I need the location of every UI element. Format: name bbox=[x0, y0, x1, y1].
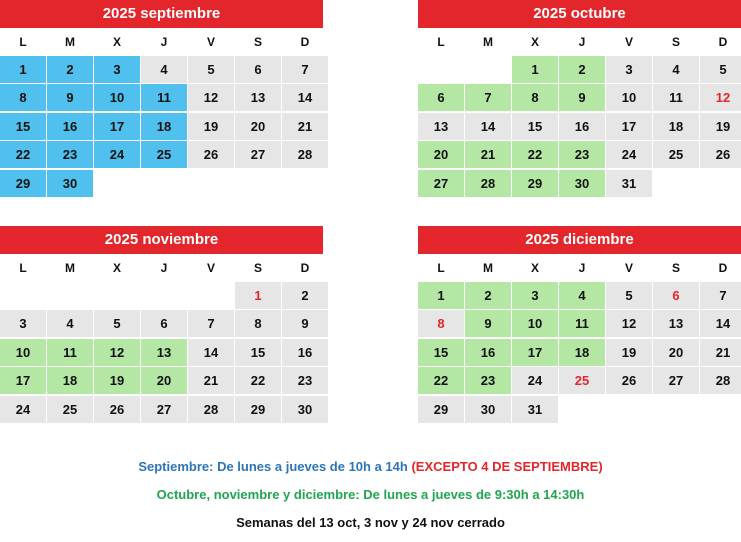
legend-closed-weeks: Semanas del 13 oct, 3 nov y 24 nov cerrado bbox=[236, 515, 505, 530]
day-cell: 6 bbox=[418, 84, 464, 111]
day-cell: 30 bbox=[465, 396, 511, 423]
weekday-label: D bbox=[718, 261, 728, 275]
weekday-label: L bbox=[437, 35, 445, 49]
day-cell: 4 bbox=[653, 56, 699, 83]
empty-cell bbox=[47, 282, 93, 309]
day-cell: 10 bbox=[94, 84, 140, 111]
empty-cell bbox=[0, 282, 46, 309]
day-cell: 1 bbox=[0, 56, 46, 83]
weekday-label: D bbox=[300, 35, 310, 49]
weekday-label: V bbox=[624, 35, 633, 49]
month-title: 2025 diciembre bbox=[418, 226, 741, 254]
day-cell: 21 bbox=[188, 367, 234, 394]
empty-cell bbox=[188, 282, 234, 309]
day-cell: 19 bbox=[188, 113, 234, 140]
empty-cell bbox=[418, 56, 464, 83]
day-cell: 16 bbox=[47, 113, 93, 140]
day-cell: 23 bbox=[559, 141, 605, 168]
day-cell: 13 bbox=[653, 310, 699, 337]
weekday-label: L bbox=[19, 261, 27, 275]
day-cell: 27 bbox=[141, 396, 187, 423]
day-cell: 27 bbox=[235, 141, 281, 168]
day-cell: 30 bbox=[47, 170, 93, 197]
day-cell: 17 bbox=[512, 339, 558, 366]
day-cell: 18 bbox=[141, 113, 187, 140]
day-cell: 25 bbox=[559, 367, 605, 394]
weekday-label: D bbox=[300, 261, 310, 275]
day-cell: 24 bbox=[0, 396, 46, 423]
weekday-label: V bbox=[624, 261, 633, 275]
weekday-label: X bbox=[112, 35, 121, 49]
day-cell: 17 bbox=[0, 367, 46, 394]
weekday-label: M bbox=[483, 261, 493, 275]
day-cell: 28 bbox=[188, 396, 234, 423]
day-cell: 8 bbox=[418, 310, 464, 337]
day-cell: 15 bbox=[418, 339, 464, 366]
day-cell: 4 bbox=[141, 56, 187, 83]
day-cell: 26 bbox=[700, 141, 741, 168]
day-cell: 3 bbox=[0, 310, 46, 337]
day-cell: 4 bbox=[47, 310, 93, 337]
day-cell: 31 bbox=[512, 396, 558, 423]
weekday-label: X bbox=[112, 261, 121, 275]
day-cell: 29 bbox=[512, 170, 558, 197]
weekday-row bbox=[418, 28, 741, 56]
day-cell: 16 bbox=[282, 339, 328, 366]
weekday-label: L bbox=[19, 35, 27, 49]
day-cell: 24 bbox=[512, 367, 558, 394]
day-cell: 8 bbox=[512, 84, 558, 111]
calendar-september bbox=[0, 0, 323, 197]
calendar-november bbox=[0, 226, 323, 423]
day-cell: 5 bbox=[188, 56, 234, 83]
day-cell: 5 bbox=[606, 282, 652, 309]
day-cell: 7 bbox=[188, 310, 234, 337]
day-cell: 27 bbox=[418, 170, 464, 197]
day-cell: 26 bbox=[94, 396, 140, 423]
day-cell: 20 bbox=[235, 113, 281, 140]
empty-cell bbox=[465, 56, 511, 83]
empty-cell bbox=[141, 282, 187, 309]
day-cell: 9 bbox=[47, 84, 93, 111]
weekday-label: M bbox=[65, 35, 75, 49]
day-cell: 5 bbox=[700, 56, 741, 83]
day-cell: 1 bbox=[418, 282, 464, 309]
day-cell: 12 bbox=[700, 84, 741, 111]
day-cell: 25 bbox=[141, 141, 187, 168]
day-cell: 6 bbox=[235, 56, 281, 83]
day-cell: 20 bbox=[418, 141, 464, 168]
weekday-label: V bbox=[206, 35, 215, 49]
day-cell: 29 bbox=[418, 396, 464, 423]
day-cell: 17 bbox=[94, 113, 140, 140]
day-cell: 12 bbox=[606, 310, 652, 337]
weekday-label: M bbox=[65, 261, 75, 275]
day-cell: 10 bbox=[512, 310, 558, 337]
day-cell: 1 bbox=[512, 56, 558, 83]
weekday-label: X bbox=[530, 261, 539, 275]
day-cell: 20 bbox=[141, 367, 187, 394]
day-cell: 25 bbox=[653, 141, 699, 168]
day-cell: 6 bbox=[141, 310, 187, 337]
days-grid bbox=[0, 56, 323, 197]
day-cell: 22 bbox=[235, 367, 281, 394]
day-cell: 4 bbox=[559, 282, 605, 309]
day-cell: 23 bbox=[47, 141, 93, 168]
day-cell: 3 bbox=[512, 282, 558, 309]
day-cell: 22 bbox=[0, 141, 46, 168]
day-cell: 13 bbox=[418, 113, 464, 140]
day-cell: 14 bbox=[188, 339, 234, 366]
day-cell: 18 bbox=[559, 339, 605, 366]
day-cell: 17 bbox=[606, 113, 652, 140]
day-cell: 7 bbox=[465, 84, 511, 111]
day-cell: 9 bbox=[559, 84, 605, 111]
weekday-label: J bbox=[160, 261, 168, 275]
legend-september bbox=[0, 459, 741, 474]
day-cell: 21 bbox=[700, 339, 741, 366]
weekday-label: L bbox=[437, 261, 445, 275]
weekday-label: J bbox=[160, 35, 168, 49]
day-cell: 15 bbox=[512, 113, 558, 140]
weekday-label: J bbox=[578, 261, 586, 275]
day-cell: 9 bbox=[282, 310, 328, 337]
day-cell: 10 bbox=[606, 84, 652, 111]
day-cell: 8 bbox=[0, 84, 46, 111]
days-grid bbox=[418, 282, 741, 423]
day-cell: 15 bbox=[0, 113, 46, 140]
day-cell: 2 bbox=[47, 56, 93, 83]
day-cell: 10 bbox=[0, 339, 46, 366]
day-cell: 12 bbox=[94, 339, 140, 366]
legend-september-text: Septiembre: De lunes a jueves de 10h a 14h bbox=[138, 459, 408, 474]
day-cell: 5 bbox=[94, 310, 140, 337]
day-cell: 14 bbox=[282, 84, 328, 111]
legend-oct-dec: Octubre, noviembre y diciembre: De lunes a jueves de 9:30h a 14:30h bbox=[156, 487, 585, 502]
day-cell: 19 bbox=[606, 339, 652, 366]
day-cell: 11 bbox=[141, 84, 187, 111]
day-cell: 14 bbox=[700, 310, 741, 337]
day-cell: 2 bbox=[465, 282, 511, 309]
day-cell: 19 bbox=[94, 367, 140, 394]
day-cell: 8 bbox=[235, 310, 281, 337]
day-cell: 30 bbox=[559, 170, 605, 197]
calendar-december bbox=[418, 226, 741, 423]
weekday-label: M bbox=[483, 35, 493, 49]
day-cell: 20 bbox=[653, 339, 699, 366]
day-cell: 6 bbox=[653, 282, 699, 309]
day-cell: 27 bbox=[653, 367, 699, 394]
day-cell: 28 bbox=[282, 141, 328, 168]
legend-september-exception: (EXCEPTO 4 DE SEPTIEMBRE) bbox=[411, 459, 603, 474]
day-cell: 21 bbox=[465, 141, 511, 168]
day-cell: 1 bbox=[235, 282, 281, 309]
day-cell: 19 bbox=[700, 113, 741, 140]
day-cell: 23 bbox=[282, 367, 328, 394]
day-cell: 18 bbox=[47, 367, 93, 394]
day-cell: 21 bbox=[282, 113, 328, 140]
day-cell: 2 bbox=[282, 282, 328, 309]
day-cell: 3 bbox=[94, 56, 140, 83]
day-cell: 13 bbox=[141, 339, 187, 366]
weekday-label: X bbox=[530, 35, 539, 49]
day-cell: 26 bbox=[188, 141, 234, 168]
weekday-label: V bbox=[206, 261, 215, 275]
day-cell: 29 bbox=[235, 396, 281, 423]
day-cell: 7 bbox=[282, 56, 328, 83]
day-cell: 3 bbox=[606, 56, 652, 83]
day-cell: 12 bbox=[188, 84, 234, 111]
day-cell: 14 bbox=[465, 113, 511, 140]
days-grid bbox=[418, 56, 741, 197]
weekday-label: D bbox=[718, 35, 728, 49]
day-cell: 28 bbox=[465, 170, 511, 197]
weekday-row bbox=[0, 28, 323, 56]
day-cell: 31 bbox=[606, 170, 652, 197]
day-cell: 18 bbox=[653, 113, 699, 140]
day-cell: 11 bbox=[47, 339, 93, 366]
day-cell: 7 bbox=[700, 282, 741, 309]
calendar-october bbox=[418, 0, 741, 197]
day-cell: 22 bbox=[418, 367, 464, 394]
day-cell: 30 bbox=[282, 396, 328, 423]
day-cell: 22 bbox=[512, 141, 558, 168]
day-cell: 23 bbox=[465, 367, 511, 394]
weekday-label: S bbox=[253, 261, 262, 275]
day-cell: 9 bbox=[465, 310, 511, 337]
day-cell: 15 bbox=[235, 339, 281, 366]
day-cell: 25 bbox=[47, 396, 93, 423]
weekday-label: S bbox=[671, 35, 680, 49]
month-title: 2025 septiembre bbox=[0, 0, 323, 28]
weekday-label: J bbox=[578, 35, 586, 49]
day-cell: 11 bbox=[559, 310, 605, 337]
day-cell: 24 bbox=[606, 141, 652, 168]
days-grid bbox=[0, 282, 323, 423]
weekday-row bbox=[0, 254, 323, 282]
day-cell: 16 bbox=[465, 339, 511, 366]
day-cell: 29 bbox=[0, 170, 46, 197]
weekday-label: S bbox=[253, 35, 262, 49]
day-cell: 16 bbox=[559, 113, 605, 140]
day-cell: 2 bbox=[559, 56, 605, 83]
weekday-row bbox=[418, 254, 741, 282]
day-cell: 11 bbox=[653, 84, 699, 111]
day-cell: 13 bbox=[235, 84, 281, 111]
day-cell: 28 bbox=[700, 367, 741, 394]
month-title: 2025 octubre bbox=[418, 0, 741, 28]
month-title: 2025 noviembre bbox=[0, 226, 323, 254]
day-cell: 24 bbox=[94, 141, 140, 168]
day-cell: 26 bbox=[606, 367, 652, 394]
weekday-label: S bbox=[671, 261, 680, 275]
empty-cell bbox=[94, 282, 140, 309]
